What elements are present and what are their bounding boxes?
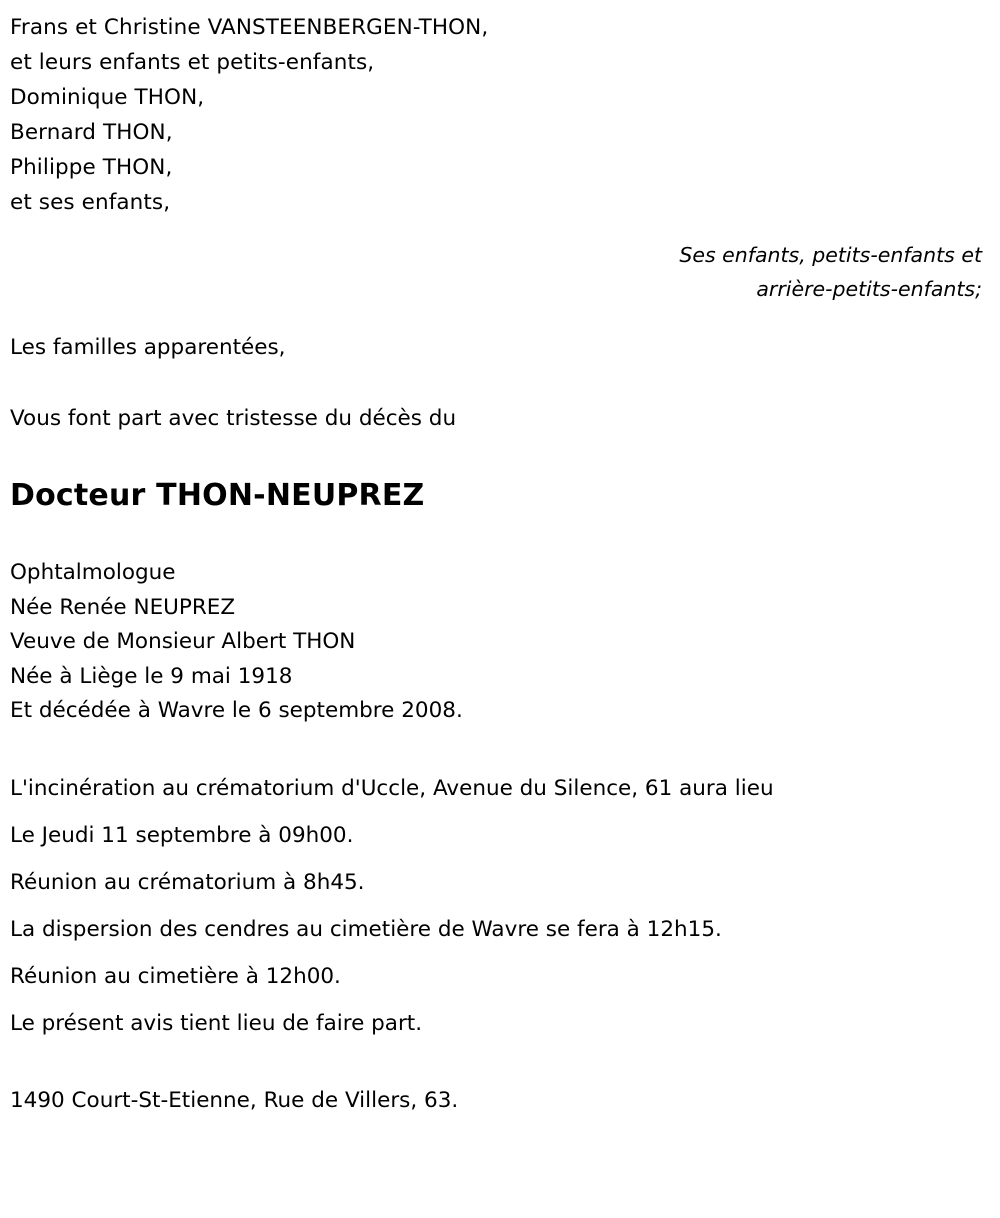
spacer xyxy=(10,516,990,556)
family-line: et leurs enfants et petits-enfants, xyxy=(10,50,375,75)
ceremony-line: Réunion au crématorium à 8h45. xyxy=(10,869,365,895)
ceremony-line: Le Jeudi 11 septembre à 09h00. xyxy=(10,822,354,848)
detail-line: Veuve de Monsieur Albert THON xyxy=(10,629,356,654)
ceremony-line: Réunion au cimetière à 12h00. xyxy=(10,963,341,989)
family-line: Frans et Christine VANSTEENBERGEN-THON, xyxy=(10,15,489,40)
detail-line: Et décédée à Wavre le 6 septembre 2008. xyxy=(10,698,463,723)
ceremony-info xyxy=(10,765,990,1047)
deceased-details xyxy=(10,556,990,729)
ceremony-line: La dispersion des cendres au cimetière de Wavre se fera à 12h15. xyxy=(10,916,722,942)
notice-content xyxy=(10,10,990,1118)
ceremony-line: L'incinération au crématorium d'Uccle, Avenue du Silence, 61 aura lieu xyxy=(10,775,774,801)
family-line: Bernard THON, xyxy=(10,120,173,145)
contact-address: 1490 Court-St-Etienne, Rue de Villers, 63. xyxy=(10,1087,459,1113)
detail-line: Née à Liège le 9 mai 1918 xyxy=(10,663,293,689)
deceased-name: Docteur THON-NEUPREZ xyxy=(10,478,425,513)
family-line: Philippe THON, xyxy=(10,155,173,180)
spacer xyxy=(10,436,990,476)
family-line: et ses enfants, xyxy=(10,190,171,215)
spacer xyxy=(10,365,990,401)
spacer xyxy=(10,1047,990,1083)
spacer xyxy=(10,729,990,765)
descendants-note: Ses enfants, petits-enfants et arrière-petits-enfants; xyxy=(679,243,982,301)
related-families: Les familles apparentées, xyxy=(10,335,286,360)
ceremony-line: Le présent avis tient lieu de faire part. xyxy=(10,1010,423,1036)
family-line: Dominique THON, xyxy=(10,85,205,110)
detail-line: Ophtalmologue xyxy=(10,560,176,585)
announcement-text: Vous font part avec tristesse du décès du xyxy=(10,406,457,431)
family-list xyxy=(10,10,990,220)
detail-line: Née Renée NEUPREZ xyxy=(10,594,236,620)
